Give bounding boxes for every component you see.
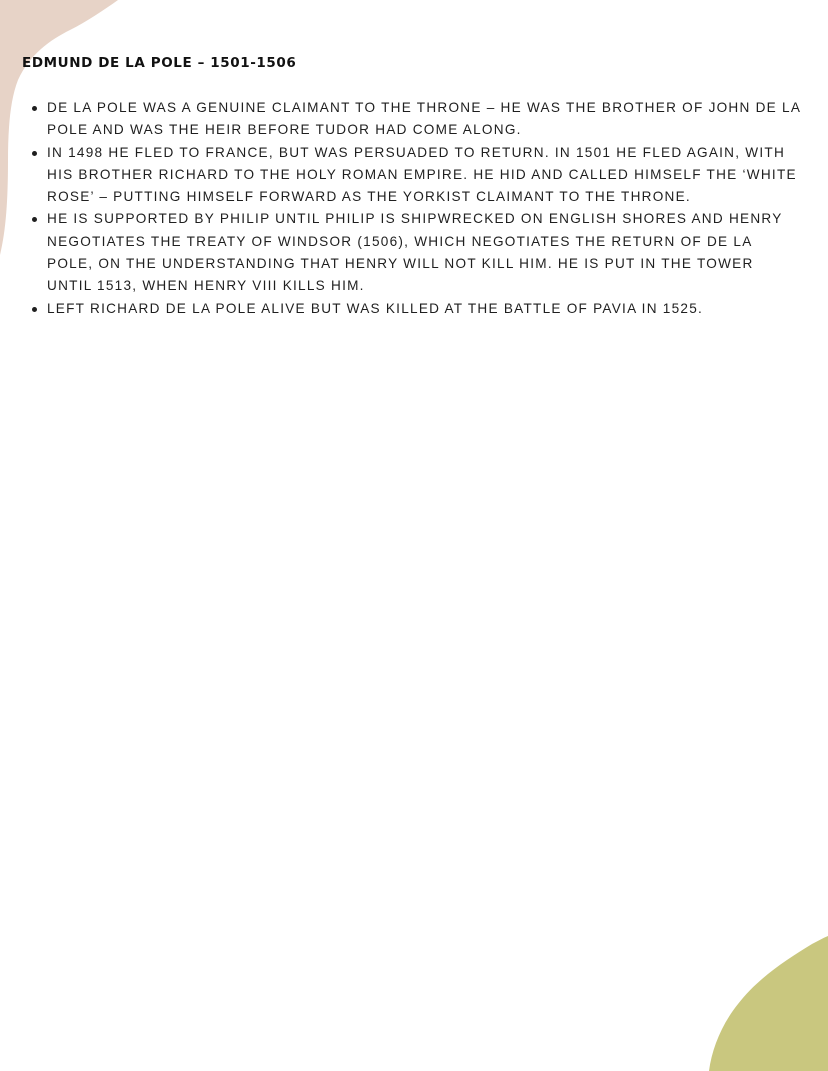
- bullet-text: DE LA POLE WAS A GENUINE CLAIMANT TO THE THRONE – HE WAS THE BROTHER OF JOHN DE LA POLE AND WAS THE HEIR BEFORE TUDOR HAD COME ALONG.: [47, 100, 801, 138]
- bullet-dot-icon: [32, 106, 37, 111]
- bullet-item: [22, 298, 802, 320]
- document-body: [22, 53, 802, 320]
- bullet-list: [22, 97, 802, 320]
- bullet-dot-icon: [32, 217, 37, 222]
- bullet-dot-icon: [32, 151, 37, 156]
- bullet-text: IN 1498 HE FLED TO FRANCE, BUT WAS PERSUADED TO RETURN. IN 1501 HE FLED AGAIN, WITH HIS BROTHER RICHARD TO THE HOLY ROMAN EMPIRE. HE HID AND CALLED HIMSELF THE ‘WHITE ROSE’ – PUTTING HIMSELF FORWARD AS THE YORKIST CLAIMANT TO THE THRONE.: [47, 144, 797, 205]
- bullet-text: LEFT RICHARD DE LA POLE ALIVE BUT WAS KILLED AT THE BATTLE OF PAVIA IN 1525.: [47, 300, 704, 316]
- bullet-dot-icon: [32, 307, 37, 312]
- decorative-blob-bottom-right: [708, 936, 828, 1071]
- bullet-text: HE IS SUPPORTED BY PHILIP UNTIL PHILIP IS SHIPWRECKED ON ENGLISH SHORES AND HENRY NEGOTIATES THE TREATY OF WINDSOR (1506), WHICH NEGOTIATES THE RETURN OF DE LA POLE, ON THE UNDERSTANDING THAT HENRY WILL NOT KILL HIM. HE IS PUT IN THE TOWER UNTIL 1513, WHEN HENRY VIII KILLS HIM.: [47, 211, 783, 294]
- bullet-item: [22, 97, 802, 142]
- bullet-item: [22, 208, 802, 297]
- bullet-item: [22, 142, 802, 209]
- document-heading: EDMUND DE LA POLE – 1501-1506: [22, 55, 297, 71]
